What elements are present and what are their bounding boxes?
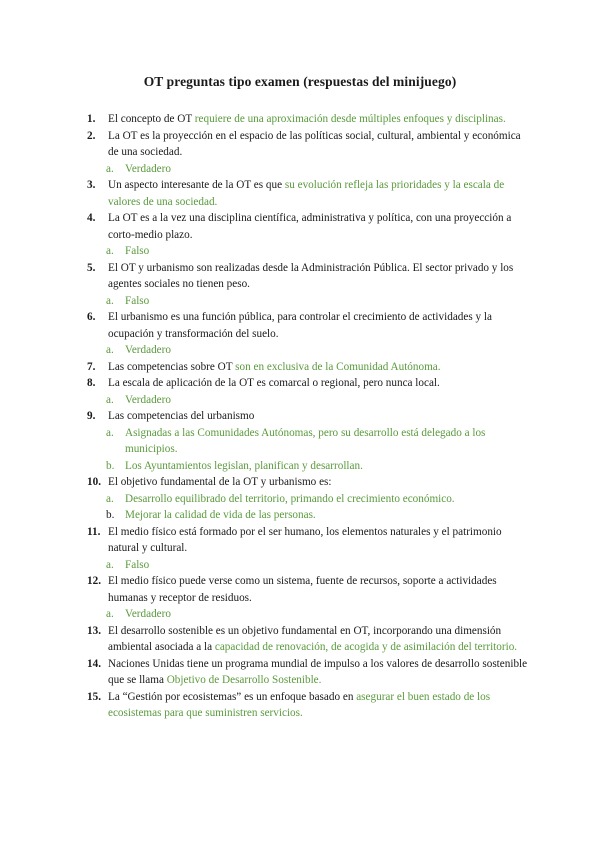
question-text: La OT es la proyección en el espacio de las políticas social, cultural, ambiental y económica de una sociedad. [108, 129, 521, 158]
question-number: 4. [87, 212, 96, 224]
question-number: 2. [87, 129, 96, 142]
answer-text: son en exclusiva de la Comunidad Autónoma. [235, 360, 441, 373]
option-letter: a. [106, 162, 114, 175]
option-letter: a. [106, 558, 114, 571]
answer-option [89, 557, 529, 574]
option-text: Mejorar la calidad de vida de las personas. [125, 509, 316, 521]
answer-option [89, 293, 529, 310]
option-letter: b. [106, 509, 115, 521]
question-3 [89, 177, 529, 210]
question-number: 13. [87, 624, 101, 637]
option-letter: a. [106, 393, 114, 406]
answer-option [89, 342, 529, 359]
question-list [89, 111, 529, 722]
question-number: 1. [87, 113, 96, 125]
answer-option [89, 491, 529, 508]
question-number: 11. [87, 525, 101, 538]
question-number: 10. [87, 476, 101, 488]
question-text: La “Gestión por ecosistemas” es un enfoque basado en [108, 690, 357, 703]
option-text: Verdadero [125, 393, 171, 406]
question-text: El desarrollo sostenible es un objetivo fundamental en OT, incorporando una dimensión ambiental asociada a la [108, 624, 502, 653]
answer-text: requiere de una aproximación desde múltiples enfoques y disciplinas. [194, 113, 506, 125]
question-text: La OT es a la vez una disciplina científica, administrativa y política, con una proyección a corto-medio plazo. [108, 212, 512, 241]
question-7 [89, 359, 529, 376]
answer-option [89, 458, 529, 475]
answer-text: capacidad de renovación, de acogida y de asimilación del territorio. [214, 641, 518, 653]
option-letter: a. [106, 245, 114, 257]
question-text: Las competencias sobre OT [108, 360, 236, 373]
question-number: 7. [87, 360, 96, 373]
option-letter: a. [106, 608, 114, 620]
answer-option [89, 606, 529, 623]
question-text: El medio físico está formado por el ser humano, los elementos naturales y el patrimonio natural y cultural. [108, 525, 502, 554]
question-number: 5. [87, 261, 96, 274]
question-number: 9. [87, 410, 96, 422]
question-text: El concepto de OT [108, 113, 195, 125]
question-number: 8. [87, 377, 96, 389]
option-text: Falso [125, 294, 150, 307]
question-5 [89, 260, 529, 293]
option-letter: a. [106, 492, 114, 505]
option-text: Desarrollo equilibrado del territorio, primando el crecimiento económico. [125, 492, 455, 505]
answer-option [89, 507, 529, 524]
question-13 [89, 623, 529, 656]
question-4 [89, 210, 529, 243]
question-text: El OT y urbanismo son realizadas desde la Administración Pública. El sector privado y los agentes sociales no tienen peso. [108, 261, 514, 290]
question-number: 6. [87, 311, 96, 323]
option-text: Los Ayuntamientos legislan, planifican y desarrollan. [125, 459, 363, 472]
answer-text: asegurar el buen estado de los ecosistemas para que suministren servicios. [108, 690, 491, 719]
question-text: Un aspecto interesante de la OT es que [108, 179, 285, 191]
question-text: Naciones Unidas tiene un programa mundial de impulso a los valores de desarrollo sostenible que se llama [108, 657, 528, 686]
question-9 [89, 408, 529, 425]
answer-text: Objetivo de Desarrollo Sostenible. [166, 674, 322, 686]
option-text: Falso [125, 558, 150, 571]
option-text: Verdadero [125, 608, 171, 620]
question-11 [89, 524, 529, 557]
option-letter: b. [106, 459, 115, 472]
option-text: Verdadero [125, 344, 171, 356]
option-text: Verdadero [125, 162, 171, 175]
question-number: 3. [87, 179, 96, 191]
question-text: La escala de aplicación de la OT es comarcal o regional, pero nunca local. [108, 377, 440, 389]
question-2 [89, 128, 529, 161]
question-number: 15. [87, 690, 101, 703]
option-text: Asignadas a las Comunidades Autónomas, pero su desarrollo está delegado a los municipios. [125, 426, 486, 455]
question-10 [89, 474, 529, 491]
question-1 [89, 111, 529, 128]
option-letter: a. [106, 294, 114, 307]
question-text: El urbanismo es una función pública, para controlar el crecimiento de actividades y la ocupación y transformación del suelo. [108, 311, 492, 340]
option-letter: a. [106, 426, 114, 439]
option-text: Falso [125, 245, 150, 257]
question-14 [89, 656, 529, 689]
question-number: 12. [87, 575, 101, 587]
answer-text: su evolución refleja las prioridades y la escala de valores de una sociedad. [108, 179, 505, 208]
question-number: 14. [87, 657, 101, 670]
option-letter: a. [106, 344, 114, 356]
question-6 [89, 309, 529, 342]
question-15 [89, 689, 529, 722]
question-text: El medio físico puede verse como un sistema, fuente de recursos, soporte a actividades humanas y receptor de residuos. [108, 575, 497, 604]
question-12 [89, 573, 529, 606]
question-8 [89, 375, 529, 392]
question-text: Las competencias del urbanismo [108, 410, 255, 422]
answer-option [89, 392, 529, 409]
page-title: OT preguntas tipo examen (respuestas del minijuego) [143, 74, 457, 89]
answer-option [89, 243, 529, 260]
answer-option [89, 425, 529, 458]
answer-option [89, 161, 529, 178]
question-text: El objetivo fundamental de la OT y urbanismo es: [108, 476, 332, 488]
